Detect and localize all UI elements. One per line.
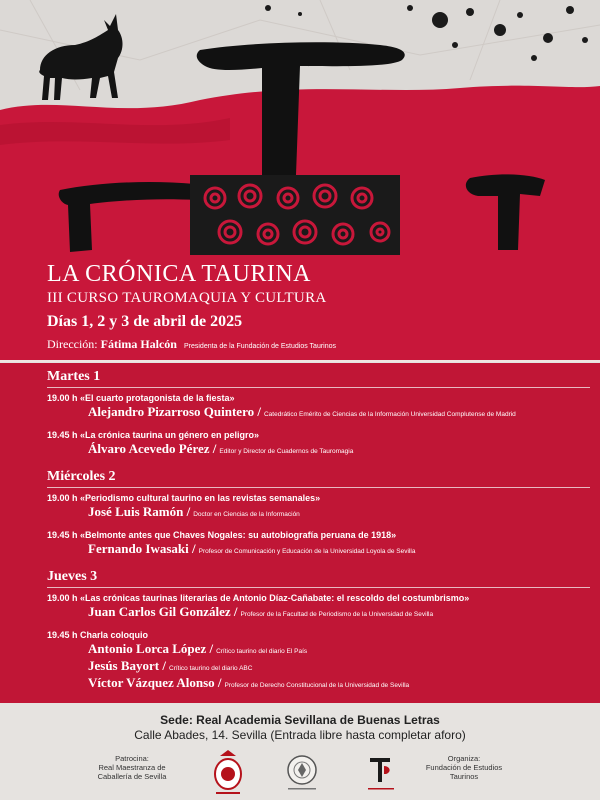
- poster-artwork: [0, 0, 600, 258]
- speaker-name: Víctor Vázquez Alonso /: [88, 675, 222, 690]
- session-title: 19.45 h «La crónica taurina un género en peligro»: [47, 430, 260, 440]
- speaker-role: Editor y Director de Cuadernos de Tauromagia: [219, 448, 354, 455]
- sponsor-block: [92, 754, 172, 781]
- speaker-line: [88, 504, 300, 520]
- speaker-role: Doctor en Ciencias de la Información: [193, 511, 300, 518]
- session-title: 19.45 h «Belmonte antes que Chaves Nogales: su autobiografía peruana de 1918»: [47, 530, 397, 540]
- day-heading: Martes 1: [47, 369, 101, 384]
- divider: [0, 360, 600, 362]
- speaker-name: Fernando Iwasaki /: [88, 541, 196, 556]
- direction-line: [47, 337, 336, 352]
- logos-row: [0, 748, 600, 800]
- speaker-role: Profesor de Comunicación y Educación de la Universidad Loyola de Sevilla: [198, 548, 416, 555]
- speaker-role: Profesor de Derecho Constitucional de la Universidad de Sevilla: [224, 682, 410, 689]
- organizer-label: Organiza:: [447, 754, 481, 763]
- speaker-name: Juan Carlos Gil González /: [88, 604, 238, 619]
- organizer-block: [424, 754, 504, 781]
- session-title: 19.00 h «Las crónicas taurinas literarias de Antonio Díaz-Cañabate: el rescoldo del costumbrismo»: [47, 593, 470, 603]
- speaker-line: [88, 404, 516, 420]
- address: Calle Abades, 14. Sevilla (Entrada libre hasta completar aforo): [134, 728, 466, 742]
- speaker-name: Antonio Lorca López /: [88, 641, 214, 656]
- day-heading: Jueves 3: [47, 569, 98, 584]
- venue: Sede: Real Academia Sevillana de Buenas Letras: [160, 713, 440, 727]
- page-title: LA CRÓNICA TAURINA: [47, 261, 311, 287]
- speaker-role: Profesor de la Facultad de Periodismo de la Universidad de Sevilla: [240, 611, 434, 618]
- day-divider: [47, 587, 590, 588]
- fundacion-logo-icon: [366, 752, 396, 792]
- speaker-line: [88, 541, 415, 557]
- direction-label: Dirección:: [47, 337, 98, 351]
- speaker-role: Crítico taurino del diario ABC: [169, 665, 253, 672]
- sponsor-name: Real Maestranza de Caballería de Sevilla: [97, 763, 167, 781]
- speaker-line: [88, 658, 252, 674]
- day-divider: [47, 387, 590, 388]
- spiral-pattern-icon: [190, 175, 400, 255]
- maestranza-logo-icon: [210, 750, 246, 796]
- page-subtitle: III CURSO TAUROMAQUIA Y CULTURA: [47, 290, 327, 306]
- speaker-line: [88, 604, 433, 620]
- day-divider: [47, 487, 590, 488]
- speaker-name: José Luis Ramón /: [88, 504, 191, 519]
- day-heading: Miércoles 2: [47, 469, 116, 484]
- sponsor-label: Patrocina:: [115, 754, 149, 763]
- speaker-role: Catedrático Emérito de Ciencias de la Información Universidad Complutense de Madrid: [263, 411, 516, 418]
- director-role: Presidenta de la Fundación de Estudios Taurinos: [183, 343, 337, 350]
- speaker-name: Álvaro Acevedo Pérez /: [88, 441, 217, 456]
- event-dates: Días 1, 2 y 3 de abril de 2025: [47, 313, 243, 330]
- organizer-name: Fundación de Estudios Taurinos: [425, 763, 503, 781]
- academia-seal-icon: [286, 752, 318, 792]
- speaker-line: [88, 641, 307, 657]
- director-name: Fátima Halcón: [100, 337, 177, 351]
- speaker-line: [88, 441, 353, 457]
- speaker-role: Crítico taurino del diario El País: [216, 648, 308, 655]
- session-title: 19.00 h «Periodismo cultural taurino en las revistas semanales»: [47, 493, 321, 503]
- speaker-line: [88, 675, 409, 691]
- speaker-name: Alejandro Pizarroso Quintero /: [88, 404, 261, 419]
- session-title: 19.45 h Charla coloquio: [47, 630, 149, 640]
- speaker-name: Jesús Bayort /: [88, 658, 166, 673]
- session-title: 19.00 h «El cuarto protagonista de la fiesta»: [47, 393, 235, 403]
